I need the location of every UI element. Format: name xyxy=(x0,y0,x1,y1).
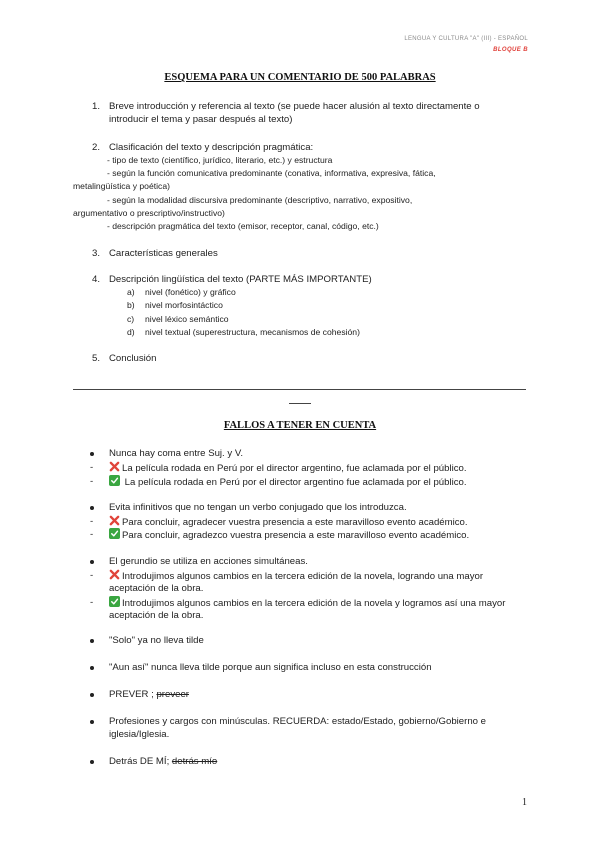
bullet-icon xyxy=(90,506,94,510)
list-item-text: Descripción lingüística del texto (PARTE MÁS IMPORTANTE) xyxy=(109,274,372,285)
check-mark-icon xyxy=(109,596,120,607)
note-text-cont: iglesia/Iglesia. xyxy=(109,729,170,740)
rule-text: El gerundio se utiliza en acciones simultáneas. xyxy=(109,556,308,567)
note-text xyxy=(109,688,189,701)
note-text: Profesiones y cargos con minúsculas. RECUERDA: estado/Estado, gobierno/Gobierno e xyxy=(109,716,487,727)
right-example-cont: aceptación de la obra. xyxy=(109,610,204,621)
check-mark-icon xyxy=(109,528,120,539)
list-item-text: Clasificación del texto y descripción pragmática: xyxy=(109,142,314,153)
section-title-fallos: FALLOS A TENER EN CUENTA xyxy=(223,420,377,431)
sub-letter: a) xyxy=(127,287,135,297)
bullet-icon xyxy=(90,693,94,697)
page-header xyxy=(404,34,528,56)
right-example xyxy=(109,475,467,489)
list-item-text: Características generales xyxy=(109,248,218,259)
dash-marker: - xyxy=(90,597,94,608)
dash-marker: - xyxy=(90,529,94,540)
wrong-example-text: Para concluir, agradecer vuestra presencia a este maravilloso evento académico. xyxy=(122,517,468,528)
list-item-text: Breve introducción y referencia al texto (se puede hacer alusión al texto directamente o xyxy=(109,101,480,112)
cross-mark-icon xyxy=(109,569,120,580)
page-number: 1 xyxy=(522,797,527,808)
bullet-icon xyxy=(90,760,94,764)
bullet-icon xyxy=(90,720,94,724)
list-number: 1. xyxy=(91,101,100,112)
short-divider xyxy=(289,403,311,404)
note-prefix: Detrás DE MÍ; xyxy=(109,756,172,767)
course-label: LENGUA Y CULTURA "A" (III) - ESPAÑOL xyxy=(404,36,528,42)
list-subitem: argumentativo o prescriptivo/instructivo) xyxy=(73,208,225,218)
list-number: 4. xyxy=(91,274,100,285)
rule-text: Evita infinitivos que no tengan un verbo conjugado que los introduzca. xyxy=(109,502,407,513)
wrong-example xyxy=(109,569,483,583)
dash-marker: - xyxy=(90,476,94,487)
list-subitem: nivel morfosintáctico xyxy=(145,300,223,310)
section-title-esquema: ESQUEMA PARA UN COMENTARIO DE 500 PALABRAS xyxy=(164,72,436,83)
note-text: "Solo" ya no lleva tilde xyxy=(109,635,204,646)
wrong-example-cont: aceptación de la obra. xyxy=(109,583,204,594)
wrong-example xyxy=(109,515,468,529)
note-prefix: PREVER ; xyxy=(109,689,157,700)
struck-word: preveer xyxy=(156,689,189,700)
list-item-text: introducir el tema y pasar después al texto) xyxy=(109,114,293,125)
right-example-text: Introdujimos algunos cambios en la tercera edición de la novela y logramos así una mayor xyxy=(122,598,506,609)
bullet-icon xyxy=(90,639,94,643)
right-example xyxy=(109,596,505,610)
wrong-example-text: La película rodada en Perú por el director argentino, fue aclamada por el público. xyxy=(122,463,467,474)
right-example-text: Para concluir, agradezco vuestra presencia a este maravilloso evento académico. xyxy=(122,530,470,541)
list-item-text: Conclusión xyxy=(109,353,157,364)
cross-mark-icon xyxy=(109,515,120,526)
rule-text: Nunca hay coma entre Suj. y V. xyxy=(109,448,244,459)
bullet-icon xyxy=(90,666,94,670)
dash-marker: - xyxy=(90,570,94,581)
check-mark-icon xyxy=(109,475,120,486)
right-example-text: La película rodada en Perú por el director argentino fue aclamada por el público. xyxy=(122,477,467,488)
bullet-icon xyxy=(90,452,94,456)
list-subitem: - descripción pragmática del texto (emisor, receptor, canal, código, etc.) xyxy=(107,221,379,231)
list-subitem: - según la modalidad discursiva predominante (descriptivo, narrativo, expositivo, xyxy=(107,195,413,205)
list-number: 5. xyxy=(91,353,100,364)
wrong-example xyxy=(109,461,467,475)
list-subitem: nivel (fonético) y gráfico xyxy=(145,287,236,297)
list-subitem: metalingüística y poética) xyxy=(73,181,170,191)
list-subitem: nivel léxico semántico xyxy=(145,314,229,324)
sub-letter: c) xyxy=(127,314,135,324)
sub-letter: b) xyxy=(127,300,135,310)
list-subitem: - tipo de texto (científico, jurídico, literario, etc.) y estructura xyxy=(107,155,333,165)
list-number: 3. xyxy=(91,248,100,259)
list-subitem: nivel textual (superestructura, mecanismos de cohesión) xyxy=(145,327,360,337)
note-text: "Aun así" nunca lleva tilde porque aun significa incluso en esta construcción xyxy=(109,662,432,673)
cross-mark-icon xyxy=(109,461,120,472)
block-label: BLOQUE B xyxy=(493,47,528,53)
note-text xyxy=(109,755,217,768)
struck-word: detrás mío xyxy=(171,756,218,767)
wrong-example-text: Introdujimos algunos cambios en la tercera edición de la novela, logrando una mayor xyxy=(122,571,484,582)
list-number: 2. xyxy=(91,142,100,153)
dash-marker: - xyxy=(90,462,94,473)
bullet-icon xyxy=(90,560,94,564)
list-subitem: - según la función comunicativa predominante (conativa, informativa, expresiva, fática, xyxy=(107,168,436,178)
right-example xyxy=(109,528,469,542)
dash-marker: - xyxy=(90,516,94,527)
horizontal-divider xyxy=(73,389,526,390)
sub-letter: d) xyxy=(127,327,135,337)
